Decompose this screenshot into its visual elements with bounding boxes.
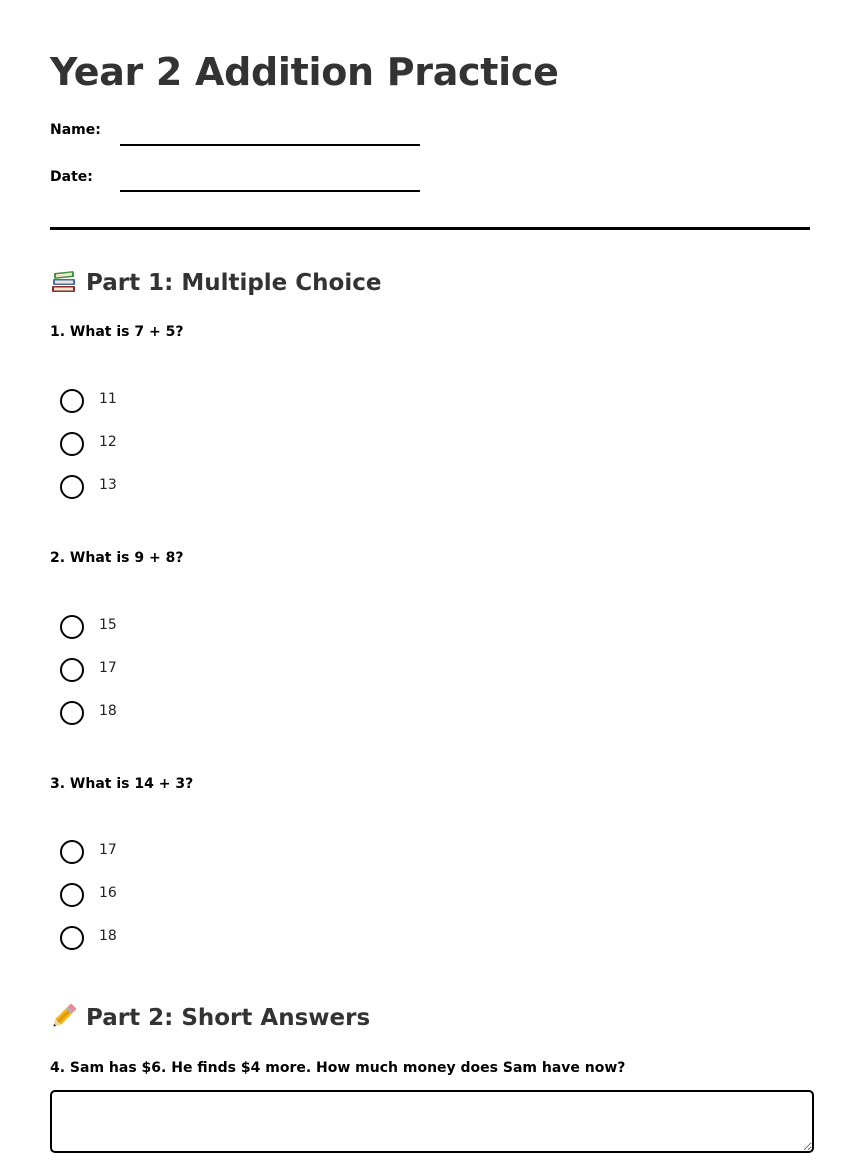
q2-option-a[interactable] <box>60 615 260 641</box>
question-3: 3. What is 14 + 3? <box>50 776 194 792</box>
option-label: 12 <box>99 434 117 450</box>
part2-heading-text: Part 2: Short Answers <box>86 1005 371 1031</box>
q2-option-c[interactable] <box>60 701 260 727</box>
date-field-row <box>50 169 450 199</box>
date-input[interactable] <box>120 190 420 192</box>
part2-heading <box>50 1003 370 1031</box>
radio-button[interactable] <box>60 926 84 950</box>
option-label: 17 <box>99 660 117 676</box>
q3-option-b[interactable] <box>60 883 260 909</box>
page-title: Year 2 Addition Practice <box>50 50 559 94</box>
radio-button[interactable] <box>60 615 84 639</box>
radio-button[interactable] <box>60 883 84 907</box>
name-input[interactable] <box>120 144 420 146</box>
pencil-icon <box>50 1003 78 1029</box>
option-label: 15 <box>99 617 117 633</box>
books-icon <box>50 268 78 294</box>
radio-button[interactable] <box>60 432 84 456</box>
radio-button[interactable] <box>60 840 84 864</box>
date-label: Date: <box>50 169 93 185</box>
q3-option-a[interactable] <box>60 840 260 866</box>
option-label: 16 <box>99 885 117 901</box>
option-label: 18 <box>99 928 117 944</box>
q3-option-c[interactable] <box>60 926 260 952</box>
question-1: 1. What is 7 + 5? <box>50 324 184 340</box>
name-field-row <box>50 122 450 152</box>
q2-option-b[interactable] <box>60 658 260 684</box>
option-label: 11 <box>99 391 117 407</box>
radio-button[interactable] <box>60 475 84 499</box>
question-4: 4. Sam has $6. He finds $4 more. How much money does Sam have now? <box>50 1060 626 1076</box>
part1-heading <box>50 268 381 296</box>
name-label: Name: <box>50 122 101 138</box>
option-label: 13 <box>99 477 117 493</box>
option-label: 17 <box>99 842 117 858</box>
part1-heading-text: Part 1: Multiple Choice <box>86 270 382 296</box>
q1-option-b[interactable] <box>60 432 260 458</box>
q1-option-a[interactable] <box>60 389 260 415</box>
radio-button[interactable] <box>60 389 84 413</box>
radio-button[interactable] <box>60 658 84 682</box>
q1-option-c[interactable] <box>60 475 260 501</box>
radio-button[interactable] <box>60 701 84 725</box>
header-divider <box>50 227 810 230</box>
question-2: 2. What is 9 + 8? <box>50 550 184 566</box>
q4-answer-input[interactable] <box>50 1090 814 1153</box>
option-label: 18 <box>99 703 117 719</box>
